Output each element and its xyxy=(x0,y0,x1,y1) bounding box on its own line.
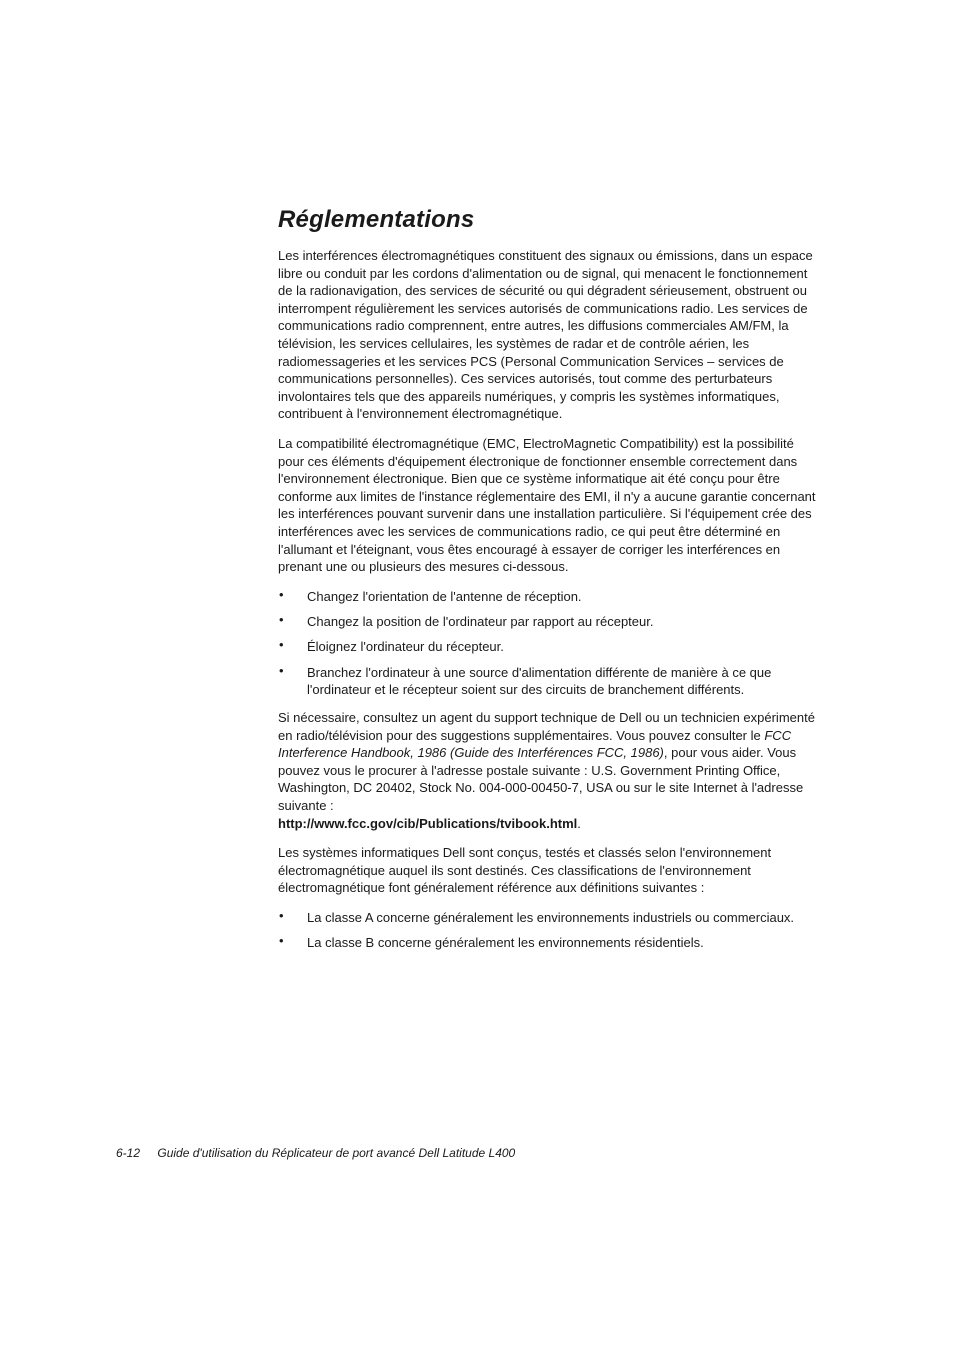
page-title: Réglementations xyxy=(278,206,475,233)
bullet-icon: • xyxy=(279,586,284,602)
paragraph-classifications: Les systèmes informatiques Dell sont conçus, testés et classés selon l'environnement électromagnétique auquel ils sont destinés. Ces classifications de l'environnement électromagnétique font généralement référence aux définitions suivantes : xyxy=(278,845,772,896)
paragraph-text: . xyxy=(577,815,581,831)
footer-title: Guide d'utilisation du Réplicateur de port avancé Dell Latitude L400 xyxy=(157,1146,516,1160)
paragraph-text: Si nécessaire, consultez un agent du support technique de Dell ou un technicien expérimenté en radio/télévision pour des suggestions supplémentaires. Vous pouvez consulter le xyxy=(278,710,815,743)
list-item xyxy=(278,638,823,656)
bullet-icon: • xyxy=(279,907,284,923)
list-item xyxy=(278,588,823,606)
list-item-text: Branchez l'ordinateur à une source d'alimentation différente de manière à ce que l'ordinateur et le récepteur soient sur des circuits de branchement différents. xyxy=(307,664,772,698)
list-item xyxy=(278,909,823,927)
list-item-text: Changez la position de l'ordinateur par rapport au récepteur. xyxy=(307,614,654,630)
paragraph-emc-definition: La compatibilité électromagnétique (EMC, ElectroMagnetic Compatibility) est la possibilité pour ces éléments d'équipement électronique de fonctionner ensemble correctement dans l'environnement électronique. Bien que ce système informatique ait été conçu pour être conforme aux limites de l'instance réglementaire des EMI, il n'y a aucune garantie concernant les interférences pouvant survenir dans une installation particulière. Si l'équipement crée des interférences avec les services de communications radio, ce qui peut être déterminé en l'allumant et l'éteignant, vous êtes encouragé à essayer de corriger les interférences en prenant une ou plusieurs des mesures ci-dessous. xyxy=(278,435,816,575)
bullet-icon: • xyxy=(279,933,284,949)
fcc-url-link[interactable]: http://www.fcc.gov/cib/Publications/tvibook.html xyxy=(278,815,578,831)
list-item xyxy=(278,613,823,631)
bullet-list-classes xyxy=(278,909,823,952)
list-item xyxy=(278,664,823,699)
paragraph-emi-definition: Les interférences électromagnétiques constituent des signaux ou émissions, dans un espace libre ou conduit par les cordons d'alimentation ou de signal, qui menacent le fonctionnement de la radionavigation, des services de sécurité ou qui dégradent sérieusement, obstruent ou interrompent régulièrement les services autorisés de communications radio. Les services de communications radio comprennent, entre autres, les diffusions commerciales AM/FM, la télévision, les services cellulaires, les systèmes de radar et de contrôle aérien, les radiomessageries et les services PCS (Personal Communication Services – services de communications personnelles). Ces services autorisés, tout comme des perturbateurs involontaires tels que des appareils numériques, y compris les systèmes informatiques, contribuent à l'environnement électromagnétique. xyxy=(278,248,813,422)
list-item-text: La classe A concerne généralement les environnements industriels ou commerciaux. xyxy=(307,909,795,925)
list-item xyxy=(278,934,823,952)
list-item-text: La classe B concerne généralement les environnements résidentiels. xyxy=(307,935,704,951)
list-item-text: Éloignez l'ordinateur du récepteur. xyxy=(307,639,504,655)
handbook-title: FCC Interference Handbook, 1986 (Guide des Interférences FCC, 1986) xyxy=(278,727,792,761)
page-content xyxy=(278,203,823,962)
page-number: 6-12 xyxy=(116,1146,141,1160)
bullet-icon: • xyxy=(279,662,284,678)
bullet-list-remedies xyxy=(278,588,823,699)
paragraph-fcc-handbook xyxy=(278,709,823,832)
bullet-icon: • xyxy=(279,612,284,628)
page-footer xyxy=(116,1145,515,1161)
bullet-icon: • xyxy=(279,637,284,653)
list-item-text: Changez l'orientation de l'antenne de réception. xyxy=(307,588,582,604)
paragraph-text: , pour vous aider. Vous pouvez vous le procurer à l'adresse postale suivante : U.S. Government Printing Office, Washington, DC 20402, Stock No. 004-000-00450-7, USA ou sur le site Internet à l'adresse suivante : xyxy=(278,745,804,814)
